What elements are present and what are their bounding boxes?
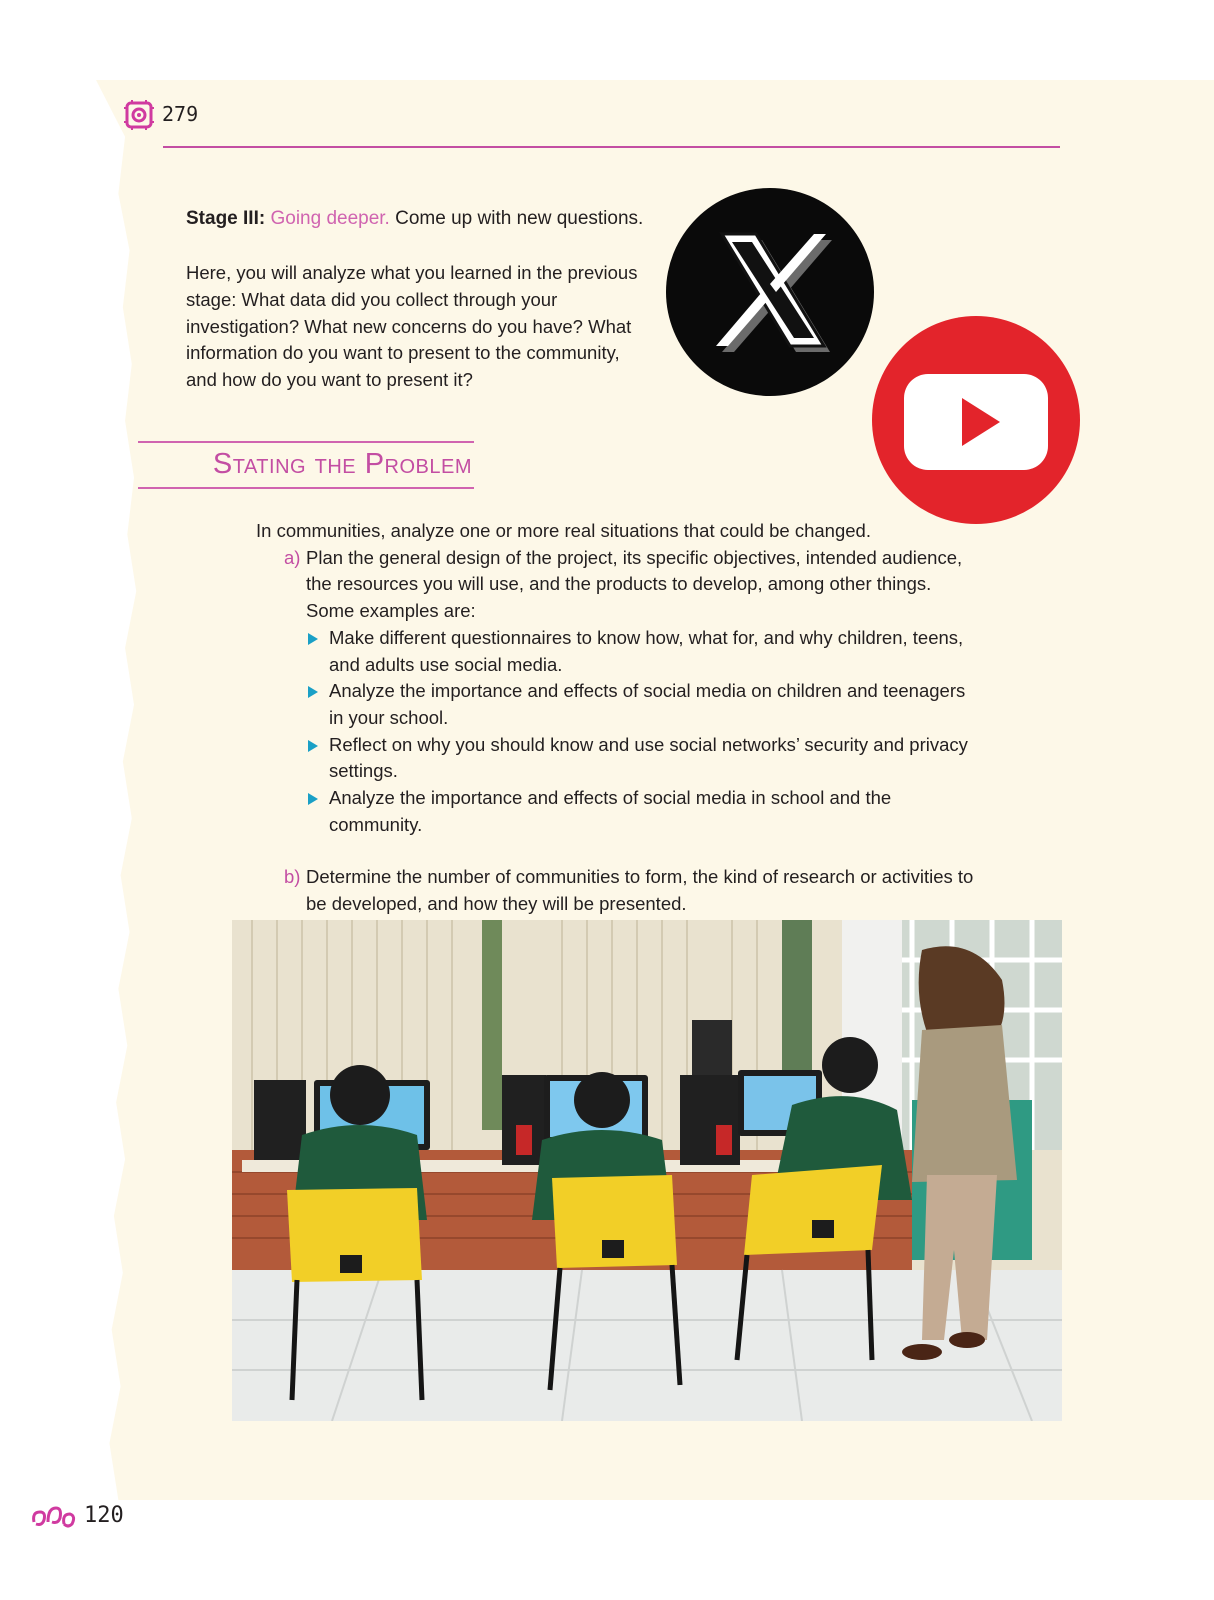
aztec-glyph-icon bbox=[124, 100, 154, 130]
triangle-bullet-icon bbox=[308, 740, 318, 752]
list-item: Analyze the importance and effects of social media on children and teenagers in your school. bbox=[329, 678, 976, 731]
classroom-photo bbox=[232, 920, 1062, 1421]
section-rule-top bbox=[138, 441, 474, 443]
section-body bbox=[256, 518, 976, 918]
decorative-glyph-icon bbox=[30, 1502, 76, 1530]
stage-rest: Come up with new questions. bbox=[389, 208, 644, 229]
list-item: Analyze the importance and effects of social media in school and the community. bbox=[329, 785, 976, 838]
item-b-text: Determine the number of communities to form, the kind of research or activities to be developed, and how they will be presented. bbox=[306, 866, 974, 915]
examples-list bbox=[256, 625, 976, 839]
header-rule bbox=[163, 146, 1060, 148]
youtube-logo-icon bbox=[870, 314, 1082, 526]
stage-heading bbox=[186, 208, 646, 230]
triangle-bullet-icon bbox=[308, 686, 318, 698]
list-item: Make different questionnaires to know how, what for, and why children, teens, and adults use social media. bbox=[329, 625, 976, 678]
item-a bbox=[256, 545, 976, 625]
triangle-bullet-icon bbox=[308, 793, 318, 805]
body-lead: In communities, analyze one or more real situations that could be changed. bbox=[256, 520, 871, 541]
item-a-label: a) bbox=[284, 546, 301, 568]
stage-subtitle: Going deeper. bbox=[270, 208, 390, 229]
section-rule-bottom bbox=[138, 487, 474, 489]
footer-page-number: 120 bbox=[84, 1503, 124, 1528]
item-b bbox=[256, 864, 976, 917]
item-a-text: Plan the general design of the project, its specific objectives, intended audience, the resources you will use, and the products to develop, among other things. Some examples are: bbox=[306, 546, 963, 622]
header-page-number: 279 bbox=[162, 102, 199, 126]
section-title: Stating the Problem bbox=[212, 448, 472, 480]
x-logo-icon bbox=[664, 186, 876, 398]
list-item: Reflect on why you should know and use social networks’ security and privacy settings. bbox=[329, 732, 976, 785]
stage-label: Stage III: bbox=[186, 208, 266, 229]
triangle-bullet-icon bbox=[308, 633, 318, 645]
item-b-label: b) bbox=[284, 866, 301, 888]
intro-paragraph: Here, you will analyze what you learned in the previous stage: What data did you collect through your investigation? What new concerns do you have? What information do you want to present to the community, and how do you want to present it? bbox=[186, 262, 638, 391]
